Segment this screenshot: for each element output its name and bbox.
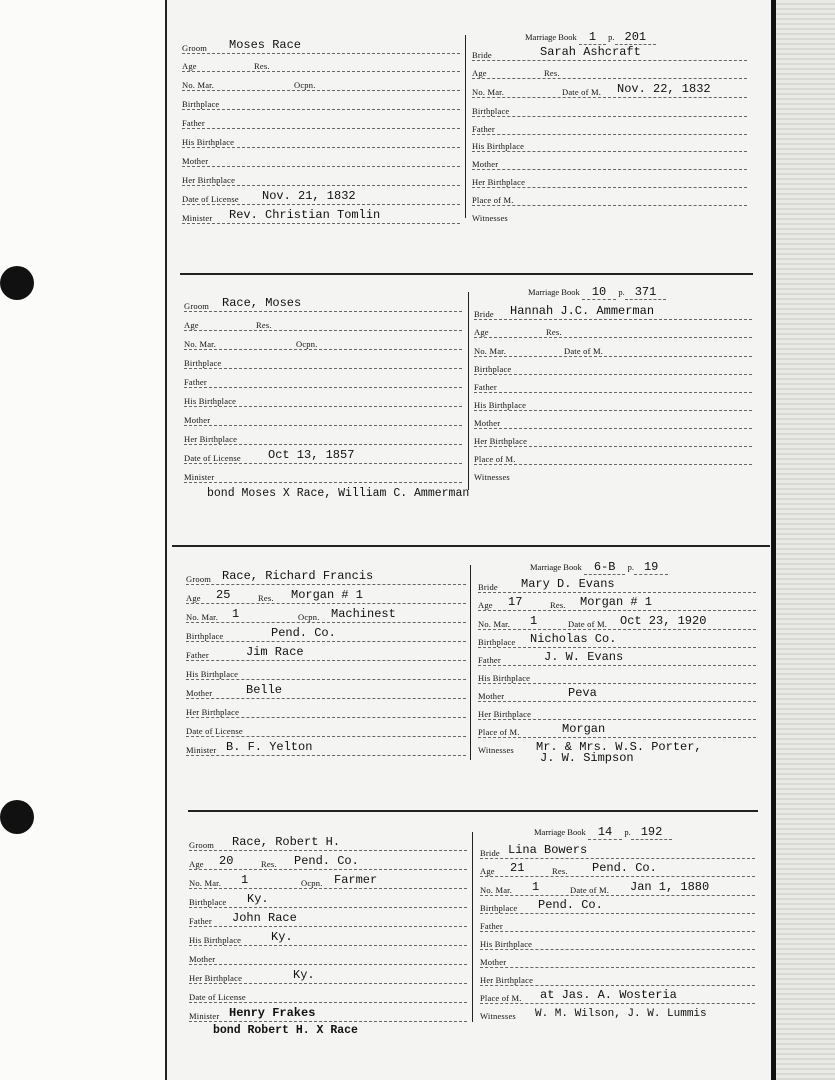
groom-name: Race, Robert H. <box>232 835 341 849</box>
groom-mother: Belle <box>246 683 283 697</box>
groom-his-birthplace: Ky. <box>271 930 293 944</box>
witnesses: W. M. Wilson, J. W. Lummis <box>535 1008 707 1020</box>
bride-no-mar: 1 <box>530 614 538 628</box>
bond-note: bond Moses X Race, William C. Ammerman <box>207 487 470 500</box>
bond-note: bond Robert H. X Race <box>213 1024 358 1037</box>
marriage-date: Oct 23, 1920 <box>620 614 707 628</box>
marriage-book-ref: Marriage Book 1 p. 201 <box>525 30 656 44</box>
groom-occupation: Machinest <box>331 607 396 621</box>
groom-name: Moses Race <box>229 38 302 52</box>
place-of-marriage: Morgan <box>562 722 606 736</box>
groom-birthplace: Ky. <box>247 892 269 906</box>
marriage-book-ref: Marriage Book 6-B p. 19 <box>530 560 668 574</box>
bride-father: J. W. Evans <box>544 650 624 664</box>
marriage-card-3: Marriage Book 6-B p. 19 Groom Race, Richard Francis Age 25 Res. Morgan # 1 No. Mar. 1 Ocpn. Machinest Birthplace Pend. Co. Father Jim Race His Birthplace Mother Belle Her Birthplace Date of License Minister B. F. Yelton Bride Mary D. Evans Age 17 Res. Morgan # 1 No. Mar. 1 Date of M. Oct 23, 1920 Birthplace Nicholas Co. Father J. W. Evans His Birthplace Mother Peva Her Birthplace Place of M. Morgan Witnesses Mr. & Mrs. W.S. Porter, J. W. Simpson <box>0 0 835 800</box>
bride-name: Hannah J.C. Ammerman <box>510 304 655 318</box>
groom-birthplace: Pend. Co. <box>271 626 336 640</box>
marriage-card-1: Marriage Book 1 p. 201 Groom Moses Race Age Res. No. Mar. Ocpn. Birthplace Father His Birthplace Mother Her Birthplace Date of License Nov. 21, 1832 Minister Rev. Christian Tomlin Bride Sarah Ashcraft Age Res. No. Mar. Date of M. Nov. 22, 1832 Birthplace Father His Birthplace Mother Her Birthplace Place of M. Witnesses <box>0 0 835 270</box>
groom-her-birthplace: Ky. <box>293 968 315 982</box>
groom-age: 25 <box>216 588 231 602</box>
license-date: Nov. 21, 1832 <box>262 189 356 203</box>
groom-res: Pend. Co. <box>294 854 359 868</box>
marriage-date: Jan 1, 1880 <box>630 880 710 894</box>
bride-name: Sarah Ashcraft <box>540 45 641 59</box>
groom-occupation: Farmer <box>334 873 378 887</box>
marriage-card-4: Marriage Book 14 p. 192 Groom Race, Robert H. Age 20 Res. Pend. Co. No. Mar. 1 Ocpn. Farmer Birthplace Ky. Father John Race His Birthplace Ky. Mother Her Birthplace Ky. Date of License Minister Henry Frakes Bride Lina Bowers Age 21 Res. Pend. Co. No. Mar. 1 Date of M. Jan 1, 1880 Birthplace Pend. Co. Father His Birthplace Mother Her Birthplace Place of M. at Jas. A. Wosteria Witnesses W. M. Wilson, J. W. Lummis bond Robert H. X Race <box>0 0 835 1080</box>
marriage-book-ref: Marriage Book 14 p. 192 <box>534 825 672 839</box>
groom-no-mar: 1 <box>241 873 249 887</box>
minister-name: B. F. Yelton <box>226 740 313 754</box>
bride-age: 21 <box>510 861 525 875</box>
groom-age: 20 <box>219 854 234 868</box>
marriage-date: Nov. 22, 1832 <box>617 82 711 96</box>
bride-res: Pend. Co. <box>592 861 657 875</box>
bride-birthplace: Pend. Co. <box>538 898 603 912</box>
bride-birthplace: Nicholas Co. <box>530 632 617 646</box>
groom-father: John Race <box>232 911 297 925</box>
card-divider <box>472 832 473 1022</box>
groom-name: Race, Moses <box>222 296 302 310</box>
witnesses: Mr. & Mrs. W.S. Porter, <box>536 740 702 754</box>
groom-father: Jim Race <box>246 645 304 659</box>
witnesses-continued: J. W. Simpson <box>540 751 634 765</box>
marriage-card-2: Marriage Book 10 p. 371 Groom Race, Moses Age Res. No. Mar. Ocpn. Birthplace Father His Birthplace Mother Her Birthplace Date of License Oct 13, 1857 Minister Bride Hannah J.C. Ammerman Age Res. No. Mar. Date of M. Birthplace Father His Birthplace Mother Her Birthplace Place of M. Witnesses bond Moses X Race, William C. Ammerman <box>0 0 835 540</box>
minister-name: Henry Frakes <box>229 1006 316 1020</box>
license-date: Oct 13, 1857 <box>268 448 355 462</box>
groom-no-mar: 1 <box>232 607 240 621</box>
place-of-marriage: at Jas. A. Wosteria <box>540 988 677 1002</box>
marriage-book-ref: Marriage Book 10 p. 371 <box>528 285 666 299</box>
bride-name: Mary D. Evans <box>521 577 615 591</box>
bride-res: Morgan # 1 <box>580 595 653 609</box>
bride-mother: Peva <box>568 686 597 700</box>
groom-name: Race, Richard Francis <box>222 569 374 583</box>
minister-name: Rev. Christian Tomlin <box>229 208 381 222</box>
bride-age: 17 <box>508 595 523 609</box>
groom-res: Morgan # 1 <box>291 588 364 602</box>
bride-no-mar: 1 <box>532 880 540 894</box>
bride-name: Lina Bowers <box>508 843 588 857</box>
